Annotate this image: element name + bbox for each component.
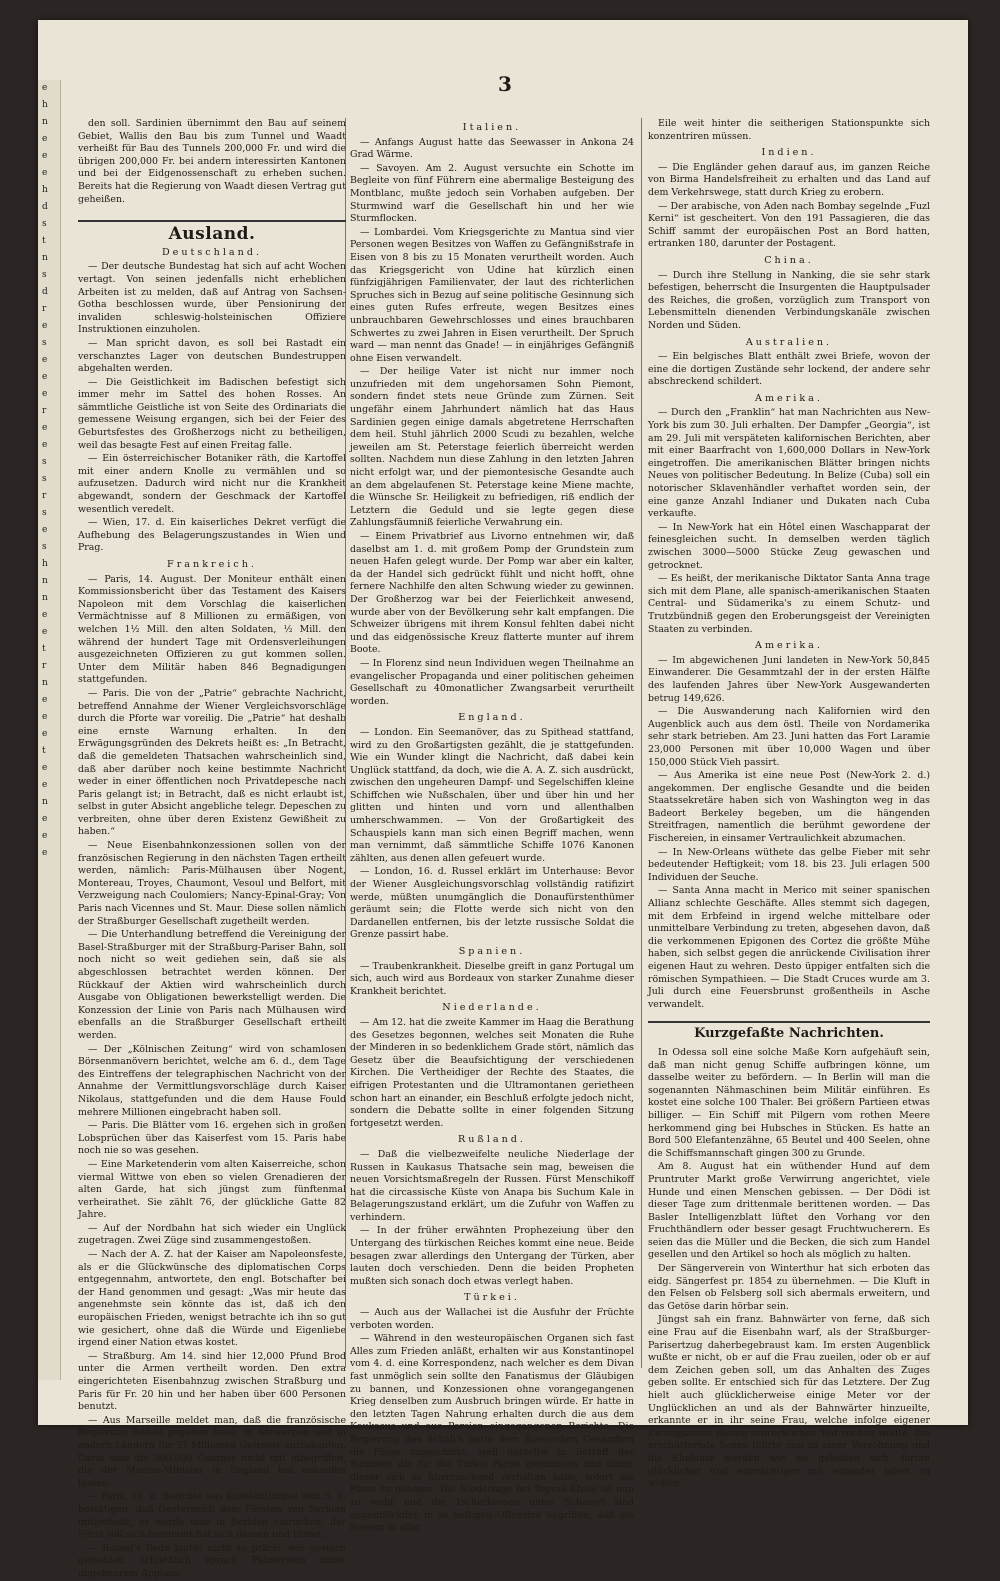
article-paragraph: — Paris, 18. d. Berichte aus Konstantinopel vom 5. d. bestätigen, daß Oesterreich dem Fürsten von Serbien mitgetheilt, es werde man in Serbien einrücken; der Fürst soll sich bestimmt hat sich dessen und rüstet. <box>78 1491 346 1541</box>
adjacent-page-edge <box>38 80 61 1380</box>
article-paragraph: — Durch ihre Stellung in Nanking, die sie sehr stark befestigen, beherrscht die Insurgenten die Hauptpulsader des Reiches, die großen, vorzüglich zum Transport von Lebensmitteln dienenden Verbindungskanäle zwischen Norden und Süden. <box>648 269 930 331</box>
edge-letter: r <box>42 406 47 416</box>
article-paragraph: — Aus Marseille meldet man, daß die französische Regierung Befehl gegeben habe, in Antwerpen und in andern Ländern für 37 Millionen Getreide aufzukaufen. Darin sind die 300,000 Centner nicht mit inbegriffen, die der Marine-Minister in England hat ankaufen lassen. <box>78 1414 346 1489</box>
edge-letter: n <box>42 576 48 586</box>
article-paragraph: — Savoyen. Am 2. August versuchte ein Schotte im Begleite von fünf Führern eine abermalige Besteigung des Montblanc, mußte jedoch sein Vorhaben aufgeben. Der Sturmwind warf die Gesellschaft hin und her wie Sturmflocken. <box>350 162 634 225</box>
library-stamp <box>858 1342 920 1366</box>
article-paragraph: — Paris. Die von der „Patrie“ gebrachte Nachricht, betreffend Annahme der Wiener Vergleichsvorschläge durch die Pforte war voreilig. Die „Patrie“ hat deshalb eine ernste Warnung erhalten. In den Erwägungsgründen des Dekrets heißt es: „In Betracht, daß die gemeldeten Thatsachen wahrscheinlich sind, daß aber darüber noch keine bestimmte Nachricht weder in einer öffentlichen noch Privatdepesche nach Paris gelangt ist; in Betracht, daß es nicht erlaubt ist, selbst in guter Absicht angebliche telegr. Depeschen zu verbreiten, ohne über deren Existenz Gewißheit zu haben.“ <box>78 687 346 838</box>
section-heading: Rußland. <box>458 1134 526 1146</box>
edge-letter: s <box>42 270 47 280</box>
article-paragraph: — Im abgewichenen Juni landeten in New-York 50,845 Einwanderer. Die Gesammtzahl der in der ersten Hälfte des laufenden Jahres über New-York Ausgewanderten betrug 149,626. <box>648 654 930 704</box>
section-heading: Amerika. <box>755 640 823 652</box>
article-paragraph: — Während in den westeuropäischen Organen sich fast Alles zum Frieden anläßt, erhalten wir aus Konstantinopel vom 4. d. eine Korrespondenz, nach welcher es dem Divan fast unmöglich sein sollte den Fanatismus der Gläubigen zu bannen, und Konzessionen ohne vorangegangenen Krieg denselben zum Ausbruch bringen würde. Er hatte in den letzten Tagen Nahrung erhalten durch die aus dem Kaukasus und aus Persien eingegangenen Berichte. Die Regierung des Schah's hatte dem Russischen Gesandten die Pässe zugeschickt, weil derselbe in Betreff der Sunniten die für die Türkei Partei genommen und damit dieser sich so überraschend verhalten habe, sofort die Pässe zu nehmen. Die Niederlage bei Toprak-Khale ist nun zu wahr und die Tscherkessen unter Schamyl sind augenblicklich in so heftigen Offensive begriffen, daß die Russen in aller <box>350 1333 634 1534</box>
edge-letter: e <box>42 695 48 705</box>
edge-letter: s <box>42 474 47 484</box>
article-paragraph: — London, 16. d. Russel erklärt im Unterhause: Bevor der Wiener Ausgleichungsvorschlag vollständig ratifizirt werde, müßten unumgänglich die Donaufürstenthümer geräumt sein; die Flotte werde sich nicht von den Dardanellen entfernen, bis der letzte russische Soldat die Grenze passirt habe. <box>350 866 634 941</box>
article-paragraph: — Der arabische, von Aden nach Bombay segelnde „Fuzl Kerni“ ist gescheitert. Von den 191 Passagieren, die das Schiff sammt der europäischen Post an Bord hatten, ertranken 180, darunter der Postagent. <box>648 200 930 250</box>
edge-letter: e <box>42 814 48 824</box>
article-paragraph: — Santa Anna macht in Merico mit seiner spanischen Allianz schlechte Geschäfte. Alles stemmt sich dagegen, mit dem Erbfeind in irgend welche mittelbare oder unmittelbare Verbindung zu treten, abgesehen davon, daß die verkommenen Epigonen des Cortez die größte Mühe haben, sich selbst gegen die anrückende Civilisation ihrer eigenen Haut zu wehren. Desto üppiger entfalten sich die römischen Sympathieen. — Die Stadt Cruces wurde am 3. Juli durch eine Feuersbrunst großentheils in Asche verwandelt. <box>648 885 930 1010</box>
article-paragraph: — Einem Privatbrief aus Livorno entnehmen wir, daß daselbst am 1. d. mit großem Pomp der Grundstein zum neuen Hafen gelegt wurde. Der Pomp war aber ein kalter, da der Handel sich gedrückt fühlt und nicht hofft, ohne fernere Nachhilfe den alten Schwung wieder zu gewinnen. Der Großherzog war bei der Feierlichkeit anwesend, wurde aber von der Bevölkerung sehr kalt empfangen. Die Schweizer übrigens mit ihrem Konsul fehlten dabei nicht und das eidgenössische Kreuz flatterte munter auf ihrem Boote. <box>350 531 634 656</box>
section-heading: Niederlande. <box>442 1002 542 1014</box>
section-heading: Deutschland. <box>161 246 263 258</box>
article-paragraph: — Neue Eisenbahnkonzessionen sollen von der französischen Regierung in den nächsten Tagen ertheilt werden, nämlich: Paris-Mülhausen über Nogent, Montereau, Troyes, Chaumont, Vesoul und Belfort, mit Verzweigung nach Coulomiers; Nancy-Epinal-Gray; Von Paris nach Vicennes und St. Maur. Diese sollen nämlich der Straßburger Gesellschaft zugetheilt werden. <box>78 840 346 927</box>
article-paragraph: den soll. Sardinien übernimmt den Bau auf seinem Gebiet, Wallis den Bau bis zum Tunnel und Waadt verheißt für Bau des Tunnels 200,000 Fr. und wird die übrigen 200,000 Fr. bei andern interessirten Kantonen und bei der Eidgenossenschaft zu erheben suchen. Bereits hat die Regierung von Waadt diesen Vertrag gut geheißen. <box>78 118 346 205</box>
edge-letter: e <box>42 848 48 858</box>
edge-letter: e <box>42 729 48 739</box>
edge-letter: r <box>42 304 47 314</box>
edge-letter: e <box>42 83 48 93</box>
edge-letter: t <box>42 236 46 246</box>
edge-letter: e <box>42 168 48 178</box>
article-paragraph: — Die Geistlichkeit im Badischen befestigt sich immer mehr im Sattel des hohen Rosses. An sämmtliche Geistliche ist von Seite des Ordinariats die gemessene Weisung ergangen, sich bei der Feier des Geburtsfestes des Großherzogs nicht zu betheiligen, weil das besagte Fest auf einen Freitag falle. <box>78 376 346 451</box>
article-paragraph: — Anfangs August hatte das Seewasser in Ankona 24 Grad Wärme. <box>350 136 634 161</box>
article-paragraph: — Traubenkrankheit. Dieselbe greift in ganz Portugal um sich, auch wird aus Bordeaux von starker Zunahme dieser Krankheit berichtet. <box>350 960 634 997</box>
edge-letter: s <box>42 219 47 229</box>
section-heading: Frankreich. <box>167 559 257 570</box>
edge-letter: r <box>42 491 47 501</box>
edge-letter: s <box>42 338 47 348</box>
article-paragraph: — Es heißt, der merikanische Diktator Santa Anna trage sich mit dem Plane, alle spanisch-amerikanischen Staaten Central- und Südamerika's zu einem Schutz- und Trutzbündniß gegen den Eroberungsgeist der Vereinigten Staaten zu verbinden. <box>648 573 930 635</box>
article-paragraph: — Nach der A. Z. hat der Kaiser am Napoleonsfeste, als er die Glückwünsche des diplomatischen Corps entgegennahm, antwortete, den engl. Botschafter bei der Hand genommen und gesagt: „Was mir heute das angenehmste sein könnte das ist, daß ich den europäischen Frieden, wenigst betrachte ich ihn so gut wie gesichert, ohne daß die Würde und Eigenliebe irgend einer Nation etwas kostet. <box>78 1249 346 1349</box>
article-paragraph: — Die Auswanderung nach Kalifornien wird den Augenblick auch aus dem östl. Theile von Nordamerika sehr stark betrieben. Am 23. Juni hatten das Fort Laramie 23,000 Personen mit über 10,000 Wagen und über 150,000 Stück Vieh passirt. <box>648 706 930 768</box>
article-paragraph: — Die Engländer gehen darauf aus, im ganzen Reiche von Birma Handelsfreiheit zu erhalten und das Land auf dem Verkehrswege, statt durch Krieg zu erobern. <box>648 161 930 198</box>
edge-letter: h <box>42 185 48 195</box>
article-paragraph: — In New-Orleans wüthete das gelbe Fieber mit sehr bedeutender Heftigkeit; vom 18. bis 23. Juli erlagen 500 Individuen der Seuche. <box>648 846 930 883</box>
article-paragraph: — Paris, 14. August. Der Moniteur enthält einen Kommissionsbericht über das Testament des Kaisers Napoleon mit dem Vorschlag die kaiserlichen Vermächtnisse auf 8 Millionen zu ermäßigen, von welchen 1½ Mill. den alten Soldaten, ½ Mill. den während der hundert Tage mit Ordensverleihungen ausgezeichneten Offizieren zu gut kommen sollen. Unter dem Militär haben 846 Begnadigungen stattgefunden. <box>78 573 346 686</box>
article-paragraph: — Paris. Die Blätter vom 16. ergehen sich in großen Lobsprüchen über das Kaiserfest vom 15. Paris habe noch nie so was gesehen. <box>78 1120 346 1157</box>
article-paragraph: Jüngst sah ein franz. Bahnwärter von ferne, daß sich eine Frau auf die Eisenbahn warf, als der Straßburger-Parisertzug daherbegebraust kam. Im ersten Augenblick wußte er nicht, ob er auf die Frau zueilen, oder ob er auf dem Zeichen geben soll, um das Anhalten des Zuges geben sollte. Er entschied sich für das Letztere. Der Zug hielt auch glücklicherweise einige Meter vor der Unglücklichen an und als der Bahnwärter hinzueilte, erkannte er in ihr seine Frau, welche infolge eigener Zwistigkeiten diesen schrecklichen Tod suchen wollte. Die erschütternde Scene führte nun zu einer Versöhnung und die Eheleute werden wie sie gelobten sich, fortan glücklicher und einträchtiger mit einander leben zu wollen. <box>648 1314 930 1490</box>
page-number: 3 <box>498 72 512 96</box>
edge-letter: n <box>42 678 48 688</box>
section-heading: Australien. <box>745 336 833 348</box>
edge-letter: h <box>42 559 48 569</box>
article-paragraph: — Ein österreichischer Botaniker räth, die Kartoffel mit einer andern Knolle zu vermählen und so aufzusetzen. Dadurch wird nicht nur die Krankheit abgewandt, sondern der Geschmack der Kartoffel wesentlich veredelt. <box>78 453 346 515</box>
edge-letter: e <box>42 372 48 382</box>
section-heading: Italien. <box>462 122 522 133</box>
article-paragraph: — Durch den „Franklin“ hat man Nachrichten aus New-York bis zum 30. Juli erhalten. Der Dampfer „Georgia“, ist am 29. Juli mit verspäteten kalifornischen Berichten, aber mit einer Baarfracht von 1,600,000 Dollars in New-York eingetroffen. Die amerikanischen Blätter bringen nichts Neues von politischer Bedeutung. In Belize (Cuba) soll ein notorischer Sklavenhändler verhaftet worden sein, der eine ganze Anzahl Indianer und Dukaten nach Cuba verkaufte. <box>648 407 930 520</box>
edge-letter: e <box>42 389 48 399</box>
article-paragraph: — Der heilige Vater ist nicht nur immer noch unzufrieden mit dem ungehorsamen Sohn Piemont, sondern findet stets neue Gründe zum Zürnen. Seit ungefähr einem Jahrhundert nämlich hat das Haus Sardinien gegen einige damals abgetretene Herrschaften dem heil. Stuhl jährlich 2000 Scudi zu bezahlen, welche jeweilen am St. Peterstage feierlich überreicht werden sollten. Nachdem nun diese Zahlung in den letzten Jahren nicht erfolgt war, und der piemontesische Gesandte auch an dem abgelaufenen St. Peterstage keine Miene machte, die Wünsche Sr. Heiligkeit zu befriedigen, riß endlich der Letztern die Geduld und sie legte gegen diese Zahlungsfäumniß feierliche Verwahrung ein. <box>350 366 634 529</box>
article-paragraph: — Lombardei. Vom Kriegsgerichte zu Mantua sind vier Personen wegen Besitzes von Waffen zu Gefängnißstrafe in Eisen von 8 bis zu 15 Monaten verurtheilt worden. Auch das Kriegsgericht von Udine hat kürzlich einen fünfzigjährigen Familienvater, der laut des richterlichen Spruches sich in Bezug auf seine politische Gesinnung sich eines guten Rufes erfreute, wegen Besitzes eines unbrauchbaren Gewehrschlosses und eines brauchbaren Schwertes zu zwei Jahren in Eisen verurtheilt. Der Spruch ward — man nennt das Gnade! — in einjähriges Gefängniß ohne Eisen verwandelt. <box>350 226 634 364</box>
article-paragraph: — London. Ein Seemanöver, das zu Spithead stattfand, wird zu den Großartigsten gezählt, die je stattgefunden. Wie ein Wunder klingt die Nachricht, daß dabei kein Unglück stattfand, da doch, wie die A. A. Z. sich ausdrückt, zwischen den ungeheuren Dampf- und Segelschiffen kleine Schiffchen wie Nußschalen, über und über hin und her glitten und hinten und vorn und allenthalben umherschwammen. — Von der Großartigkeit des Schauspiels kann man sich einen Begriff machen, wenn man vernimmt, daß sämmtliche Schiffe 1076 Kanonen zählten, aus denen allen gefeuert wurde. <box>350 726 634 864</box>
edge-letter: e <box>42 712 48 722</box>
edge-letter: e <box>42 423 48 433</box>
edge-letter: s <box>42 457 47 467</box>
section-heading: Indien. <box>761 147 817 159</box>
column-2 <box>350 118 634 1534</box>
edge-letter: r <box>42 661 47 671</box>
article-paragraph: — In New-York hat ein Hôtel einen Waschapparat der feinesgleichen sucht. In demselben werden täglich zwischen 3000—5000 Stücke Zeug gewaschen und getrocknet. <box>648 521 930 571</box>
edge-letter: t <box>42 746 46 756</box>
article-paragraph: — Der deutsche Bundestag hat sich auf acht Wochen vertagt. Von seinen jedenfalls nicht erheblichen Arbeiten ist zu melden, daß auf Antrag von Sachsen-Gotha beschlossen wurde, über Pensionirung der invaliden schleswig-holsteinischen Offiziere Instruktionen einzuholen. <box>78 261 346 336</box>
article-paragraph: — Auf der Nordbahn hat sich wieder ein Unglück zugetragen. Zwei Züge sind zusammengestoßen. <box>78 1222 346 1247</box>
edge-letter: e <box>42 440 48 450</box>
edge-letter: e <box>42 134 48 144</box>
article-paragraph: — Der „Kölnischen Zeitung“ wird von schamlosen Börsenmanövern berichtet, welche am 6. d., dem Tage des Eintreffens der telegraphischen Nachricht von der Annahme der Vermittlungsvorschläge durch Kaiser Nikolaus, stattgefunden und die dem Hause Fould mehrere Millionen eingebracht haben soll. <box>78 1043 346 1118</box>
article-paragraph: — Russel's Rede lautet nicht so präcis, wie gestern gemeldet; schließlich sprach Palmerston unter ungeheurem Applaus. <box>78 1542 346 1579</box>
article-paragraph: — In Florenz sind neun Individuen wegen Theilnahme an evangelischer Propaganda und einer politischen geheimen Gesellschaft zu 40monatlicher Zwangsarbeit verurtheilt worden. <box>350 657 634 707</box>
edge-letter: n <box>42 117 48 127</box>
main-heading: Ausland. <box>78 220 346 241</box>
section-heading: Amerika. <box>755 392 823 404</box>
article-paragraph: — Auch aus der Wallachei ist die Ausfuhr der Früchte verboten worden. <box>350 1307 634 1331</box>
edge-letter: e <box>42 321 48 331</box>
article-paragraph: In Odessa soll eine solche Maße Korn aufgehäuft sein, daß man nicht genug Schiffe aufbringen könne, um dasselbe weiter zu befördern. — In Berlin will man die sogenannten Nähmaschinen beim Militär einführen. Es kostet eine solche 100 Thaler. Bei größern Partieen etwas billiger. — Ein Schiff mit Pilgern vom rothen Meere herkommend ging bei Hubsches in Stücken. Es hatte an Bord 500 Elefantenzähne, 65 Beutel und 400 Seelen, ohne die Schiffsmannschaft gingen 300 zu Grunde. <box>648 1046 930 1159</box>
article-paragraph: — In der früher erwähnten Prophezeiung über den Untergang des türkischen Reiches kommt eine neue. Beide besagen zwar allerdings den Untergang der Türken, aber lauten doch verschieden. Denn die beiden Propheten mußten sich sonach doch etwas verlegt haben. <box>350 1225 634 1287</box>
edge-letter: e <box>42 780 48 790</box>
edge-letter: e <box>42 763 48 773</box>
edge-letter: e <box>42 525 48 535</box>
newspaper-page <box>38 20 968 1579</box>
edge-letter: n <box>42 797 48 807</box>
edge-letter: e <box>42 151 48 161</box>
column-3 <box>648 118 930 1490</box>
edge-letter: d <box>42 202 48 212</box>
section-heading: Türkei. <box>464 1292 520 1304</box>
column-rule <box>641 118 642 1368</box>
article-paragraph: Eile weit hinter die seitherigen Stationspunkte sich konzentriren müssen. <box>648 118 930 142</box>
article-paragraph: — Die Unterhandlung betreffend die Vereinigung der Basel-Straßburger mit der Straßburg-Pariser Bahn, soll noch nicht so weit gediehen sein, daß sie als abgeschlossen betrachtet werden können. Der Rückkauf der Aktien wird wahrscheinlich durch Ausgabe von Obligationen bewerkstelligt werden. Die Konzession der Linie von Paris nach Mülhausen wird ebenfalls an die Straßburger Gesellschaft ertheilt werden. <box>78 929 346 1041</box>
column-1 <box>78 118 346 1579</box>
article-paragraph: Der Sängerverein von Winterthur hat sich erboten das eidg. Sängerfest pr. 1854 zu übernehmen. — Die Kluft in den Felsen ob Felsberg soll sich abermals erweitern, und das Getöse darin hörbar sein. <box>648 1263 930 1312</box>
edge-letter: e <box>42 355 48 365</box>
article-paragraph: Am 8. August hat ein wüthender Hund auf dem Pruntruter Markt große Verwirrung angerichtet, viele Hunde und einen Menschen gebissen. — Der Dödi ist dieser Tage zum drittenmale berittenen worden. — Das Basler Intelligenzblatt lüftet den Vorhang vor den Fruchthändlern oder besser gesagt Fruchtwucherern. Es seien das die Müller und die Becken, die sich zum Handel gesellen und den Artikel so hoch als möglich zu halten. <box>648 1161 930 1261</box>
article-paragraph: — Eine Marketenderin vom alten Kaiserreiche, schon viermal Wittwe von eben so vielen Grenadieren der alten Garde, hat sich jüngst zum fünftenmal verheirathet. Sie zählt 76, der glückliche Gatte 82 Jahre. <box>78 1158 346 1221</box>
article-paragraph: — Daß die vielbezweifelte neuliche Niederlage der Russen in Kaukasus Thatsache sein mag, beweisen die neuen Vorsichtsmaßregeln der Russen. Fürst Menschikoff hat die circassische Küste von Anapa bis Suchum Kale in Belagerungszustand erklärt, um die Zufuhr von Waffen zu verhindern. <box>350 1148 634 1223</box>
edge-letter: h <box>42 100 48 110</box>
article-paragraph: — Am 12. hat die zweite Kammer im Haag die Berathung des Gesetzes begonnen, welches seit Monaten die Ruhe der Minderen in so bedenklichem Grade stört, nämlich das Gesetz über die Beaufsichtigung der verschiedenen Kirchen. Die Vertheidiger der Rechte des Staates, die eifrigen Protestanten und die Ultramontanen gerietheen schon hart an einander, ein Beschluß erfolgte jedoch nicht, sondern die Debatte sollte in einer folgenden Sitzung fortgesetzt werden. <box>350 1016 634 1129</box>
edge-letter: e <box>42 627 48 637</box>
article-paragraph: — Man spricht davon, es soll bei Rastadt ein verschanztes Lager von deutschen Bundestruppen abgehalten werden. <box>78 337 346 375</box>
article-paragraph: — Straßburg. Am 14. sind hier 12,000 Pfund Brod unter die Armen vertheilt worden. Den extra eingerichteten Eisenbahnzug zwischen Straßburg und Paris für Fr. 20 hin und her haben über 600 Personen benutzt. <box>78 1350 346 1413</box>
edge-letter: e <box>42 831 48 841</box>
edge-letter: e <box>42 610 48 620</box>
section-heading: Spanien. <box>458 946 526 957</box>
section-heading: England. <box>458 712 526 724</box>
main-heading: Kurzgefaßte Nachrichten. <box>648 1021 930 1041</box>
edge-letter: n <box>42 593 48 603</box>
article-paragraph: — Wien, 17. d. Ein kaiserliches Dekret verfügt die Aufhebung des Belagerungszustandes in Wien und Prag. <box>78 517 346 554</box>
edge-letter: t <box>42 644 46 654</box>
article-paragraph: — Ein belgisches Blatt enthält zwei Briefe, wovon der eine die dortigen Zustände sehr lockend, der andere sehr abschreckend schildert. <box>648 351 930 388</box>
edge-letter: n <box>42 253 48 263</box>
section-heading: China. <box>764 254 814 266</box>
edge-letter: d <box>42 287 48 297</box>
edge-letter: s <box>42 508 47 518</box>
edge-letter: s <box>42 542 47 552</box>
article-paragraph: — Aus Amerika ist eine neue Post (New-York 2. d.) angekommen. Der englische Gesandte und die beiden Staatssekretäre haben sich von Washington weg in das Badeort Berkeley begeben, um die hängenden Streitfragen, namentlich die berühmt gewordene der Fischereien, in einsamer Vertraulichkeit abzumachen. <box>648 770 930 845</box>
